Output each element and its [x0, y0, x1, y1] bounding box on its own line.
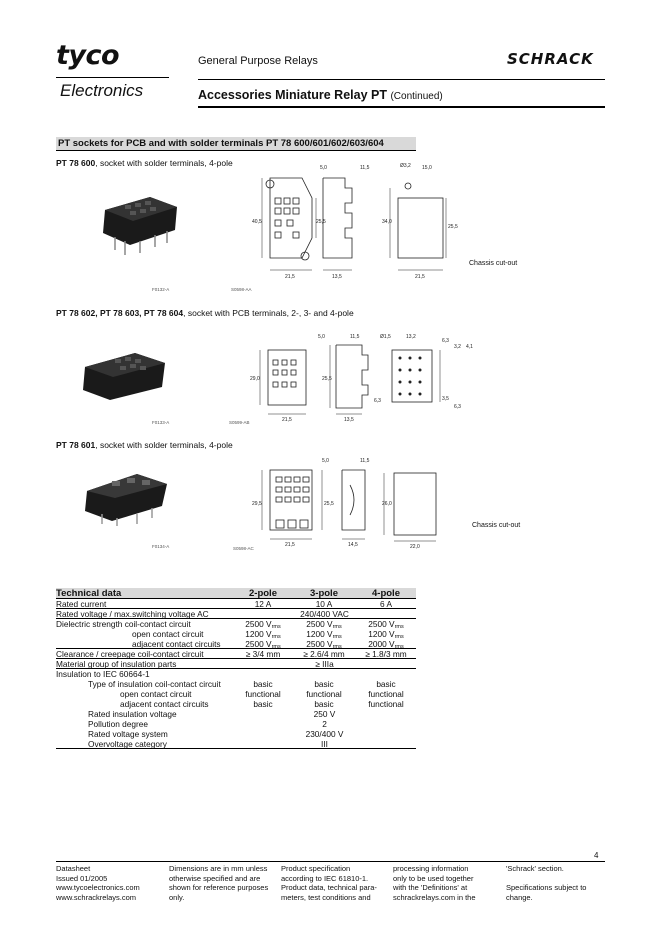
drawing-ref-3: S0598-AC	[233, 546, 254, 551]
product-caption-1	[56, 158, 233, 168]
unit-sub: rms	[271, 634, 281, 640]
schrack-logo: SCHRACK	[507, 50, 594, 68]
col-3-pole: 3-pole	[310, 588, 338, 599]
product-code-1: PT 78 600	[56, 158, 96, 168]
socket-photo-1	[95, 185, 185, 260]
row-value: ≥ 3/4 mm	[245, 649, 281, 659]
row-value: functional	[368, 699, 404, 709]
dim-2-1: 11,5	[350, 334, 360, 340]
value-text: 1200 V	[368, 629, 395, 639]
dim-2-4: 6,3	[442, 338, 449, 344]
unit-sub: rms	[394, 634, 404, 640]
dim-3-1: 11,5	[360, 458, 370, 464]
category-label: General Purpose Relays	[198, 55, 318, 67]
dim-1-1: 11,5	[360, 165, 370, 171]
dimension-drawing-2	[250, 330, 490, 425]
dim-1-0: 5,0	[320, 165, 327, 171]
photo-ref-1: F0132-A	[152, 287, 170, 292]
value-text: 2500 V	[245, 619, 272, 629]
title-rule	[198, 106, 605, 108]
product-caption-2	[56, 308, 354, 318]
row-label: open contact circuit	[132, 629, 204, 639]
row-value: basic	[253, 699, 273, 709]
table-row	[56, 659, 416, 669]
dim-1-9: 13,5	[332, 274, 342, 280]
tyco-logo: tyco	[56, 40, 120, 71]
dim-1-4: 40,5	[252, 219, 262, 225]
table-row	[56, 669, 416, 679]
electronics-logo: Electronics	[60, 81, 144, 100]
dim-3-6: 14,5	[348, 542, 358, 548]
value-text: 2000 V	[368, 639, 395, 649]
col-4-pole: 4-pole	[372, 588, 400, 599]
table-row	[56, 679, 416, 689]
row-value: functional	[306, 689, 342, 699]
table-row	[56, 699, 416, 709]
table-row	[56, 609, 416, 619]
row-label: Rated current	[56, 599, 107, 609]
row-value: basic	[314, 679, 334, 689]
row-value: basic	[253, 679, 273, 689]
row-value: 12 A	[254, 599, 272, 609]
dim-2-6: 4,1	[466, 344, 473, 350]
row-value: ≥ 2.6/4 mm	[303, 649, 345, 659]
footer-col-4: processing information only to be used together with the 'Definitions' at schrackrelays.com in the	[393, 864, 476, 902]
product-caption-3	[56, 440, 233, 450]
row-value: III	[321, 739, 328, 749]
photo-ref-3: F0134-A	[152, 544, 170, 549]
table-row	[56, 619, 416, 629]
dim-3-7: 22,0	[410, 544, 420, 550]
dim-1-7: 25,5	[448, 224, 458, 230]
page-title-suffix: (Continued)	[390, 91, 443, 102]
product-code-2: PT 78 602, PT 78 603, PT 78 604	[56, 308, 184, 318]
socket-photo-2	[80, 345, 170, 405]
product-code-3: PT 78 601	[56, 440, 96, 450]
value-text: 2500 V	[306, 619, 333, 629]
technical-table	[56, 588, 416, 749]
dim-1-6: 34,0	[382, 219, 392, 225]
dim-2-2: Ø1,5	[380, 334, 391, 340]
dim-2-13: 6,3	[454, 404, 461, 410]
row-value: 240/400 VAC	[300, 609, 349, 619]
unit-sub: rms	[394, 644, 404, 650]
logo-divider	[56, 77, 169, 78]
row-value: functional	[368, 689, 404, 699]
row-label: Pollution degree	[88, 719, 148, 729]
table-row	[56, 649, 416, 659]
row-value: basic	[314, 699, 334, 709]
dim-3-0: 5,0	[322, 458, 329, 464]
product-desc-1: , socket with solder terminals, 4-pole	[95, 158, 233, 168]
dim-2-0: 5,0	[318, 334, 325, 340]
row-label: Dielectric strength coil-contact circuit	[56, 619, 191, 629]
row-value: ≥ 1.8/3 mm	[365, 649, 407, 659]
row-value: 6 A	[380, 599, 392, 609]
dim-2-9: 21,5	[282, 417, 292, 423]
value-text: 2500 V	[368, 619, 395, 629]
footer-col-3: Product specification according to IEC 61810-1. Product data, technical para- meters, test conditions and	[281, 864, 377, 902]
chassis-label-3: Chassis cut-out	[472, 522, 521, 529]
row-label: Type of insulation coil-contact circuit	[88, 679, 221, 689]
table-row	[56, 709, 416, 719]
chassis-label-1: Chassis cut-out	[469, 260, 518, 267]
row-value: 250 V	[313, 709, 336, 719]
table-row	[56, 689, 416, 699]
dim-1-5: 25,5	[316, 219, 326, 225]
dim-2-11: 6,3	[374, 398, 381, 404]
row-label: Clearance / creepage coil-contact circuit	[56, 649, 204, 659]
row-label: adjacent contact circuits	[120, 699, 209, 709]
product-desc-3: , socket with solder terminals, 4-pole	[95, 440, 233, 450]
footer-rule	[56, 861, 605, 862]
drawing-ref-1: S0598-AA	[231, 287, 252, 292]
page-number: 4	[594, 851, 599, 860]
value-text: 2500 V	[306, 639, 333, 649]
section-rule	[56, 150, 416, 151]
dim-2-12: 3,5	[442, 396, 449, 402]
unit-sub: rms	[394, 624, 404, 630]
technical-header	[56, 588, 416, 599]
table-row	[56, 629, 416, 639]
section-heading: PT sockets for PCB and with solder terminals PT 78 600/601/602/603/604	[56, 137, 416, 150]
technical-heading: Technical data	[56, 588, 122, 599]
socket-photo-3	[82, 466, 172, 526]
row-value: 2	[322, 719, 327, 729]
footer-col-5: 'Schrack' section. Specifications subject to change.	[506, 864, 587, 902]
unit-sub: rms	[332, 644, 342, 650]
photo-ref-2: F0133-A	[152, 420, 170, 425]
dim-3-2: 29,5	[252, 501, 262, 507]
unit-sub: rms	[332, 624, 342, 630]
row-value: ≥ IIIa	[315, 659, 334, 669]
row-label: Overvoltage category	[88, 739, 167, 749]
row-value: functional	[245, 689, 281, 699]
header-divider	[198, 79, 605, 80]
dim-3-5: 21,5	[285, 542, 295, 548]
table-row	[56, 739, 416, 749]
row-value: 230/400 V	[305, 729, 344, 739]
page-title-text: Accessories Miniature Relay PT	[198, 88, 387, 102]
row-label: open contact circuit	[120, 689, 192, 699]
drawing-ref-2: S0599-AB	[229, 420, 250, 425]
dimension-drawing-1	[250, 158, 510, 288]
table-row	[56, 639, 416, 649]
row-label: Insulation to IEC 60664-1	[56, 669, 150, 679]
row-value: 10 A	[315, 599, 333, 609]
unit-sub: rms	[271, 624, 281, 630]
dim-1-10: 21,5	[415, 274, 425, 280]
dim-2-3: 13,2	[406, 334, 416, 340]
table-row	[56, 599, 416, 609]
dim-2-10: 13,5	[344, 417, 354, 423]
dim-2-8: 25,5	[322, 376, 332, 382]
dim-2-5: 3,2	[454, 344, 461, 350]
footer-col-1: Datasheet Issued 01/2005 www.tycoelectronics.com www.schrackrelays.com	[56, 864, 140, 902]
dim-3-4: 26,0	[382, 501, 392, 507]
value-text: 2500 V	[245, 639, 272, 649]
dim-1-8: 21,5	[285, 274, 295, 280]
product-desc-2: , socket with PCB terminals, 2-, 3- and 4-pole	[183, 308, 354, 318]
table-row	[56, 729, 416, 739]
row-label: Rated insulation voltage	[88, 709, 177, 719]
dim-2-7: 29,0	[250, 376, 260, 382]
dimension-drawing-3	[250, 455, 450, 550]
value-text: 1200 V	[245, 629, 272, 639]
page-title	[198, 88, 443, 102]
dim-1-2: Ø3,2	[400, 163, 411, 169]
table-row	[56, 719, 416, 729]
footer-col-2: Dimensions are in mm unless otherwise specified and are shown for reference purposes only.	[169, 864, 269, 902]
row-label: Rated voltage / max.switching voltage AC	[56, 609, 209, 619]
unit-sub: rms	[271, 644, 281, 650]
value-text: 1200 V	[306, 629, 333, 639]
dim-1-3: 15,0	[422, 165, 432, 171]
row-label: Material group of insulation parts	[56, 659, 177, 669]
row-label: adjacent contact circuits	[132, 639, 221, 649]
dim-3-3: 25,5	[324, 501, 334, 507]
col-2-pole: 2-pole	[249, 588, 277, 599]
unit-sub: rms	[332, 634, 342, 640]
row-label: Rated voltage system	[88, 729, 168, 739]
row-value: basic	[376, 679, 396, 689]
